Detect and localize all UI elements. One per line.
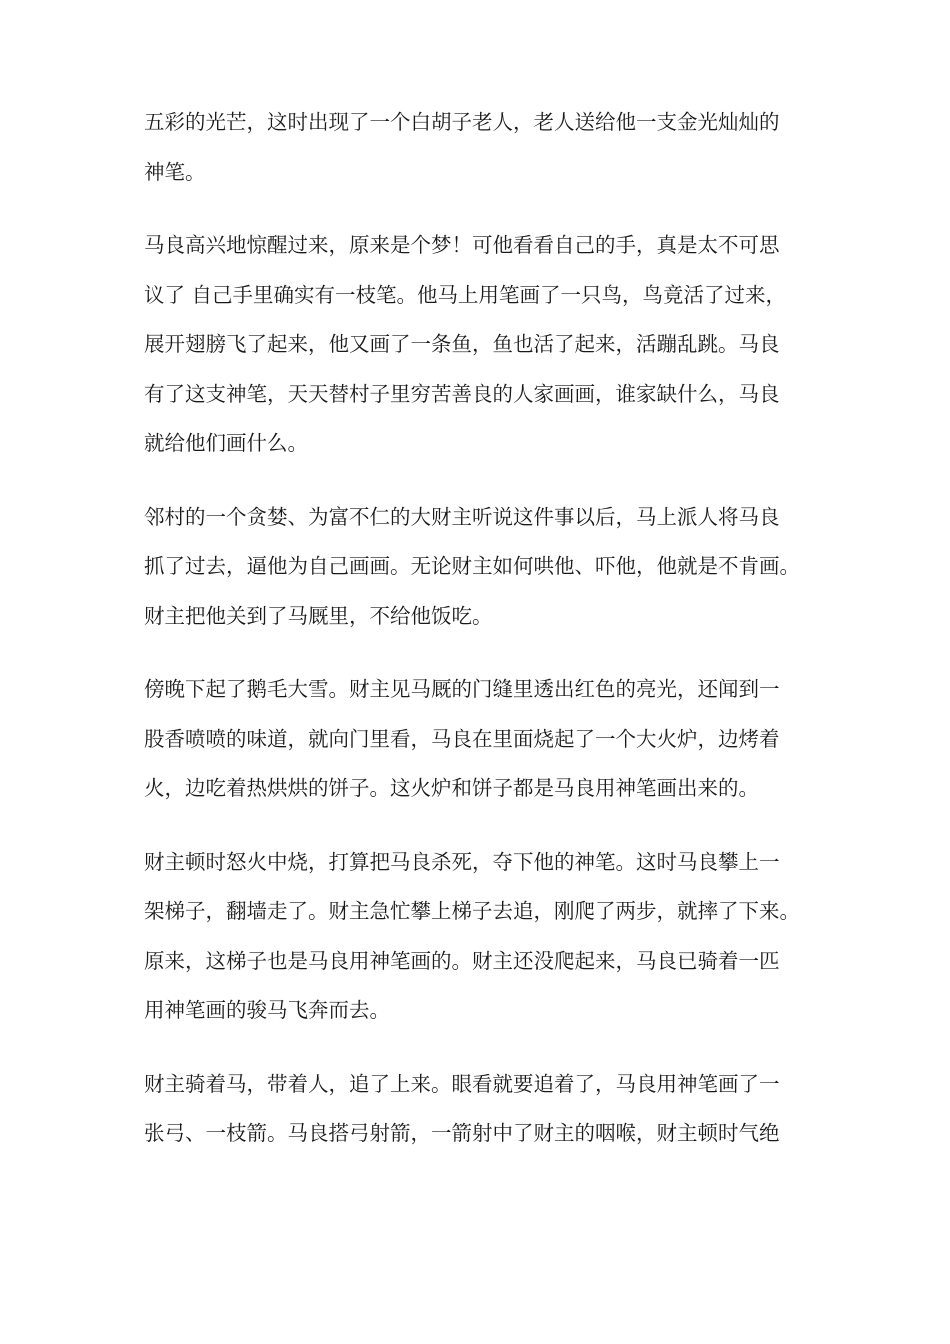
paragraph-6 [144, 1060, 812, 1159]
text-line: 有了这支神笔，天天替村子里穷苦善良的人家画画，谁家缺什么，马良 [144, 381, 780, 406]
paragraph-1 [144, 98, 812, 197]
text-line: 股香喷喷的味道，就向门里看，马良在里面烧起了一个大火炉，边烤着 [144, 726, 780, 751]
text-line: 神笔。 [144, 159, 206, 184]
text-line: 就给他们画什么。 [144, 431, 308, 455]
text-line: 架梯子，翻墙走了。财主急忙攀上梯子去追，刚爬了两步，就摔了下来。 [144, 899, 800, 923]
text-line: 傍晚下起了鹅毛大雪。财主见马厩的门缝里透出红色的亮光，还闻到一 [144, 677, 780, 701]
text-line: 抓了过去，逼他为自己画画。无论财主如何哄他、吓他，他就是不肯画。 [144, 554, 800, 578]
text-line: 原来，这梯子也是马良用神笔画的。财主还没爬起来，马良已骑着一匹 [144, 948, 780, 973]
text-line: 马良高兴地惊醒过来，原来是个梦！可他看看自己的手，真是太不可思 [144, 233, 780, 257]
text-line: 用神笔画的骏马飞奔而去。 [144, 998, 390, 1022]
paragraph-2 [144, 221, 812, 469]
text-line: 张弓、一枝箭。马良搭弓射箭，一箭射中了财主的咽喉，财主顿时气绝 [144, 1121, 780, 1145]
paragraph-3 [144, 493, 812, 642]
document-body [144, 98, 812, 1183]
text-line: 五彩的光芒，这时出现了一个白胡子老人，老人送给他一支金光灿灿的 [144, 110, 780, 134]
paragraph-4 [144, 665, 812, 814]
text-line: 财主骑着马，带着人，追了上来。眼看就要追着了，马良用神笔画了一 [144, 1071, 780, 1096]
paragraph-5 [144, 838, 812, 1036]
text-line: 财主把他关到了马厩里，不给他饭吃。 [144, 603, 493, 628]
text-line: 议了 自己手里确实有一枝笔。他马上用笔画了一只鸟，鸟竟活了过来， [144, 282, 787, 307]
text-line: 财主顿时怒火中烧，打算把马良杀死，夺下他的神笔。这时马良攀上一 [144, 849, 780, 874]
text-line: 邻村的一个贪婪、为富不仁的大财主听说这件事以后，马上派人将马良 [144, 504, 780, 529]
text-line: 展开翅膀飞了起来，他又画了一条鱼，鱼也活了起来，活蹦乱跳。马良 [144, 332, 780, 356]
text-line: 火，边吃着热烘烘的饼子。这火炉和饼子都是马良用神笔画出来的。 [144, 776, 759, 800]
